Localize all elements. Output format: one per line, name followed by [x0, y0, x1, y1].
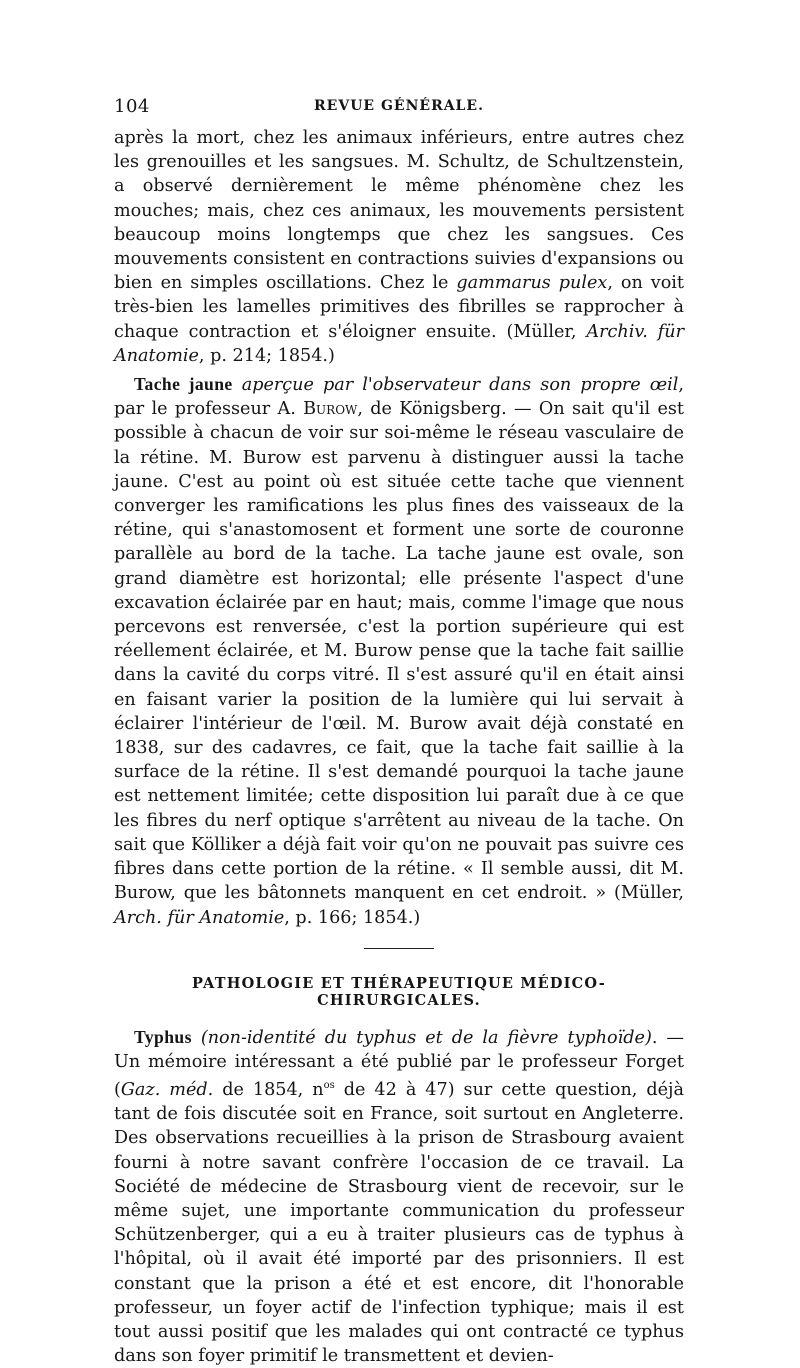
author-name: A. Burow [277, 399, 358, 420]
article-subtitle: aperçue par l'observateur dans son propre œil [232, 375, 679, 396]
paragraph-text: après la mort, chez les animaux inférieurs, entre autres chez les grenouilles et les sangsues. M. Schultz, de Schultzenstein, a observé dernièrement le même phénomène chez les mouches; mais, chez ces animaux, les mouvements persistent beaucoup moins longtemps que chez les sangsues. Ces mouvements consistent en contractions suivies d'expansions ou bien en simples oscillations. Chez le [114, 128, 684, 294]
paragraph-text: , de Königsberg. — On sait qu'il est possible à chacun de voir sur soi-même le réseau vasculaire de la rétine. M. Burow est parvenu à distinguer aussi la tache jaune. C'est au point où est située cette tache que viennent converger les ramifications les plus fines des vaisseaux de la rétine, qui s'anastomosent et forment une sorte de couronne parallèle au bord de la tache. La tache jaune est ovale, son grand diamètre est horizontal; elle présente l'aspect d'une excavation éclairée par en haut; mais, comme l'image que nous percevons est renversée, c'est la portion supérieure qui est réellement éclairée, et M. Burow pense que la tache fait saillie dans la cavité du corps vitré. Il s'est assuré qu'il en était ainsi en faisant varier la position de la lumière qui lui servait à éclairer l'intérieur de l'œil. M. Burow avait déjà constaté en 1838, sur des cadavres, ce fait, que la tache fait saillie à la surface de la rétine. Il s'est demandé pourquoi la tache jaune est nettement limitée; cette disposition lui paraît due à ce que les fibres du nerf optique s'arrêtent au niveau de la tache. On sait que Kölliker a déjà fait voir qu'on ne pouvait pas suivre ces fibres dans cette portion de la rétine. « Il semble aussi, dit M. Burow, que les bâtonnets manquent en cet endroit. » (Müller, [114, 399, 684, 904]
running-title: REVUE GÉNÉRALE. [314, 98, 484, 114]
journal-title: Arch. für Anatomie [114, 907, 285, 928]
paragraph-text: de 42 à 47) sur cette question, déjà tant de fois discutée soit en France, soit surtout en Angleterre. Des observations recueillies à la prison de Strasbourg avaient fourni à notre savant confrère l'occasion de ce travail. La Société de médecine de Strasbourg vient de recevoir, sur le même sujet, une importante communication du professeur Schützenberger, qui a eu à traiter plusieurs cas de typhus à l'hôpital, où il avait été importé par des prisonniers. Il est constant que la prison a été et est encore, dit l'honorable professeur, un foyer actif de l'infection typhique; mais il est tout aussi positif que les malades qui ont contracté ce typhus dans son foyer primitif le transmettent et devien- [114, 1079, 685, 1367]
paragraph-text: de 1854, n [213, 1079, 324, 1100]
section-divider [364, 948, 434, 949]
paragraph-text: . — Un mémoire intéressant a été publié par le professeur Forget ( [114, 1027, 684, 1100]
paragraph-text: , p. 214; 1854.) [198, 345, 335, 366]
page-header [114, 96, 684, 126]
section-heading: PATHOLOGIE ET THÉRAPEUTIQUE MÉDICO-CHIRURGICALES. [192, 974, 606, 1009]
paragraph-continuation [114, 126, 684, 368]
journal-title: Archiv. für Anatomie [114, 321, 685, 366]
article-subtitle: (non-identité du typhus et de la fièvre typhoïde) [191, 1027, 652, 1048]
book-page [114, 96, 684, 1368]
number-abbreviation: os [323, 1080, 335, 1092]
article-heading: Tache jaune [134, 374, 233, 395]
paragraph-text: , p. 166; 1854.) [284, 907, 421, 928]
journal-title: Gaz. méd. [120, 1079, 214, 1100]
page-number: 104 [114, 96, 150, 117]
paragraph-text: , on voit très-bien les lamelles primitives des fibrilles se rapprocher à chaque contraction et s'éloigner ensuite. (Müller, [114, 273, 684, 342]
paragraph-tache-jaune [114, 372, 684, 930]
species-name: gammarus pulex [456, 273, 608, 294]
paragraph-typhus [114, 1025, 684, 1368]
article-heading: Typhus [134, 1026, 192, 1047]
paragraph-text: , par le professeur [114, 375, 684, 420]
